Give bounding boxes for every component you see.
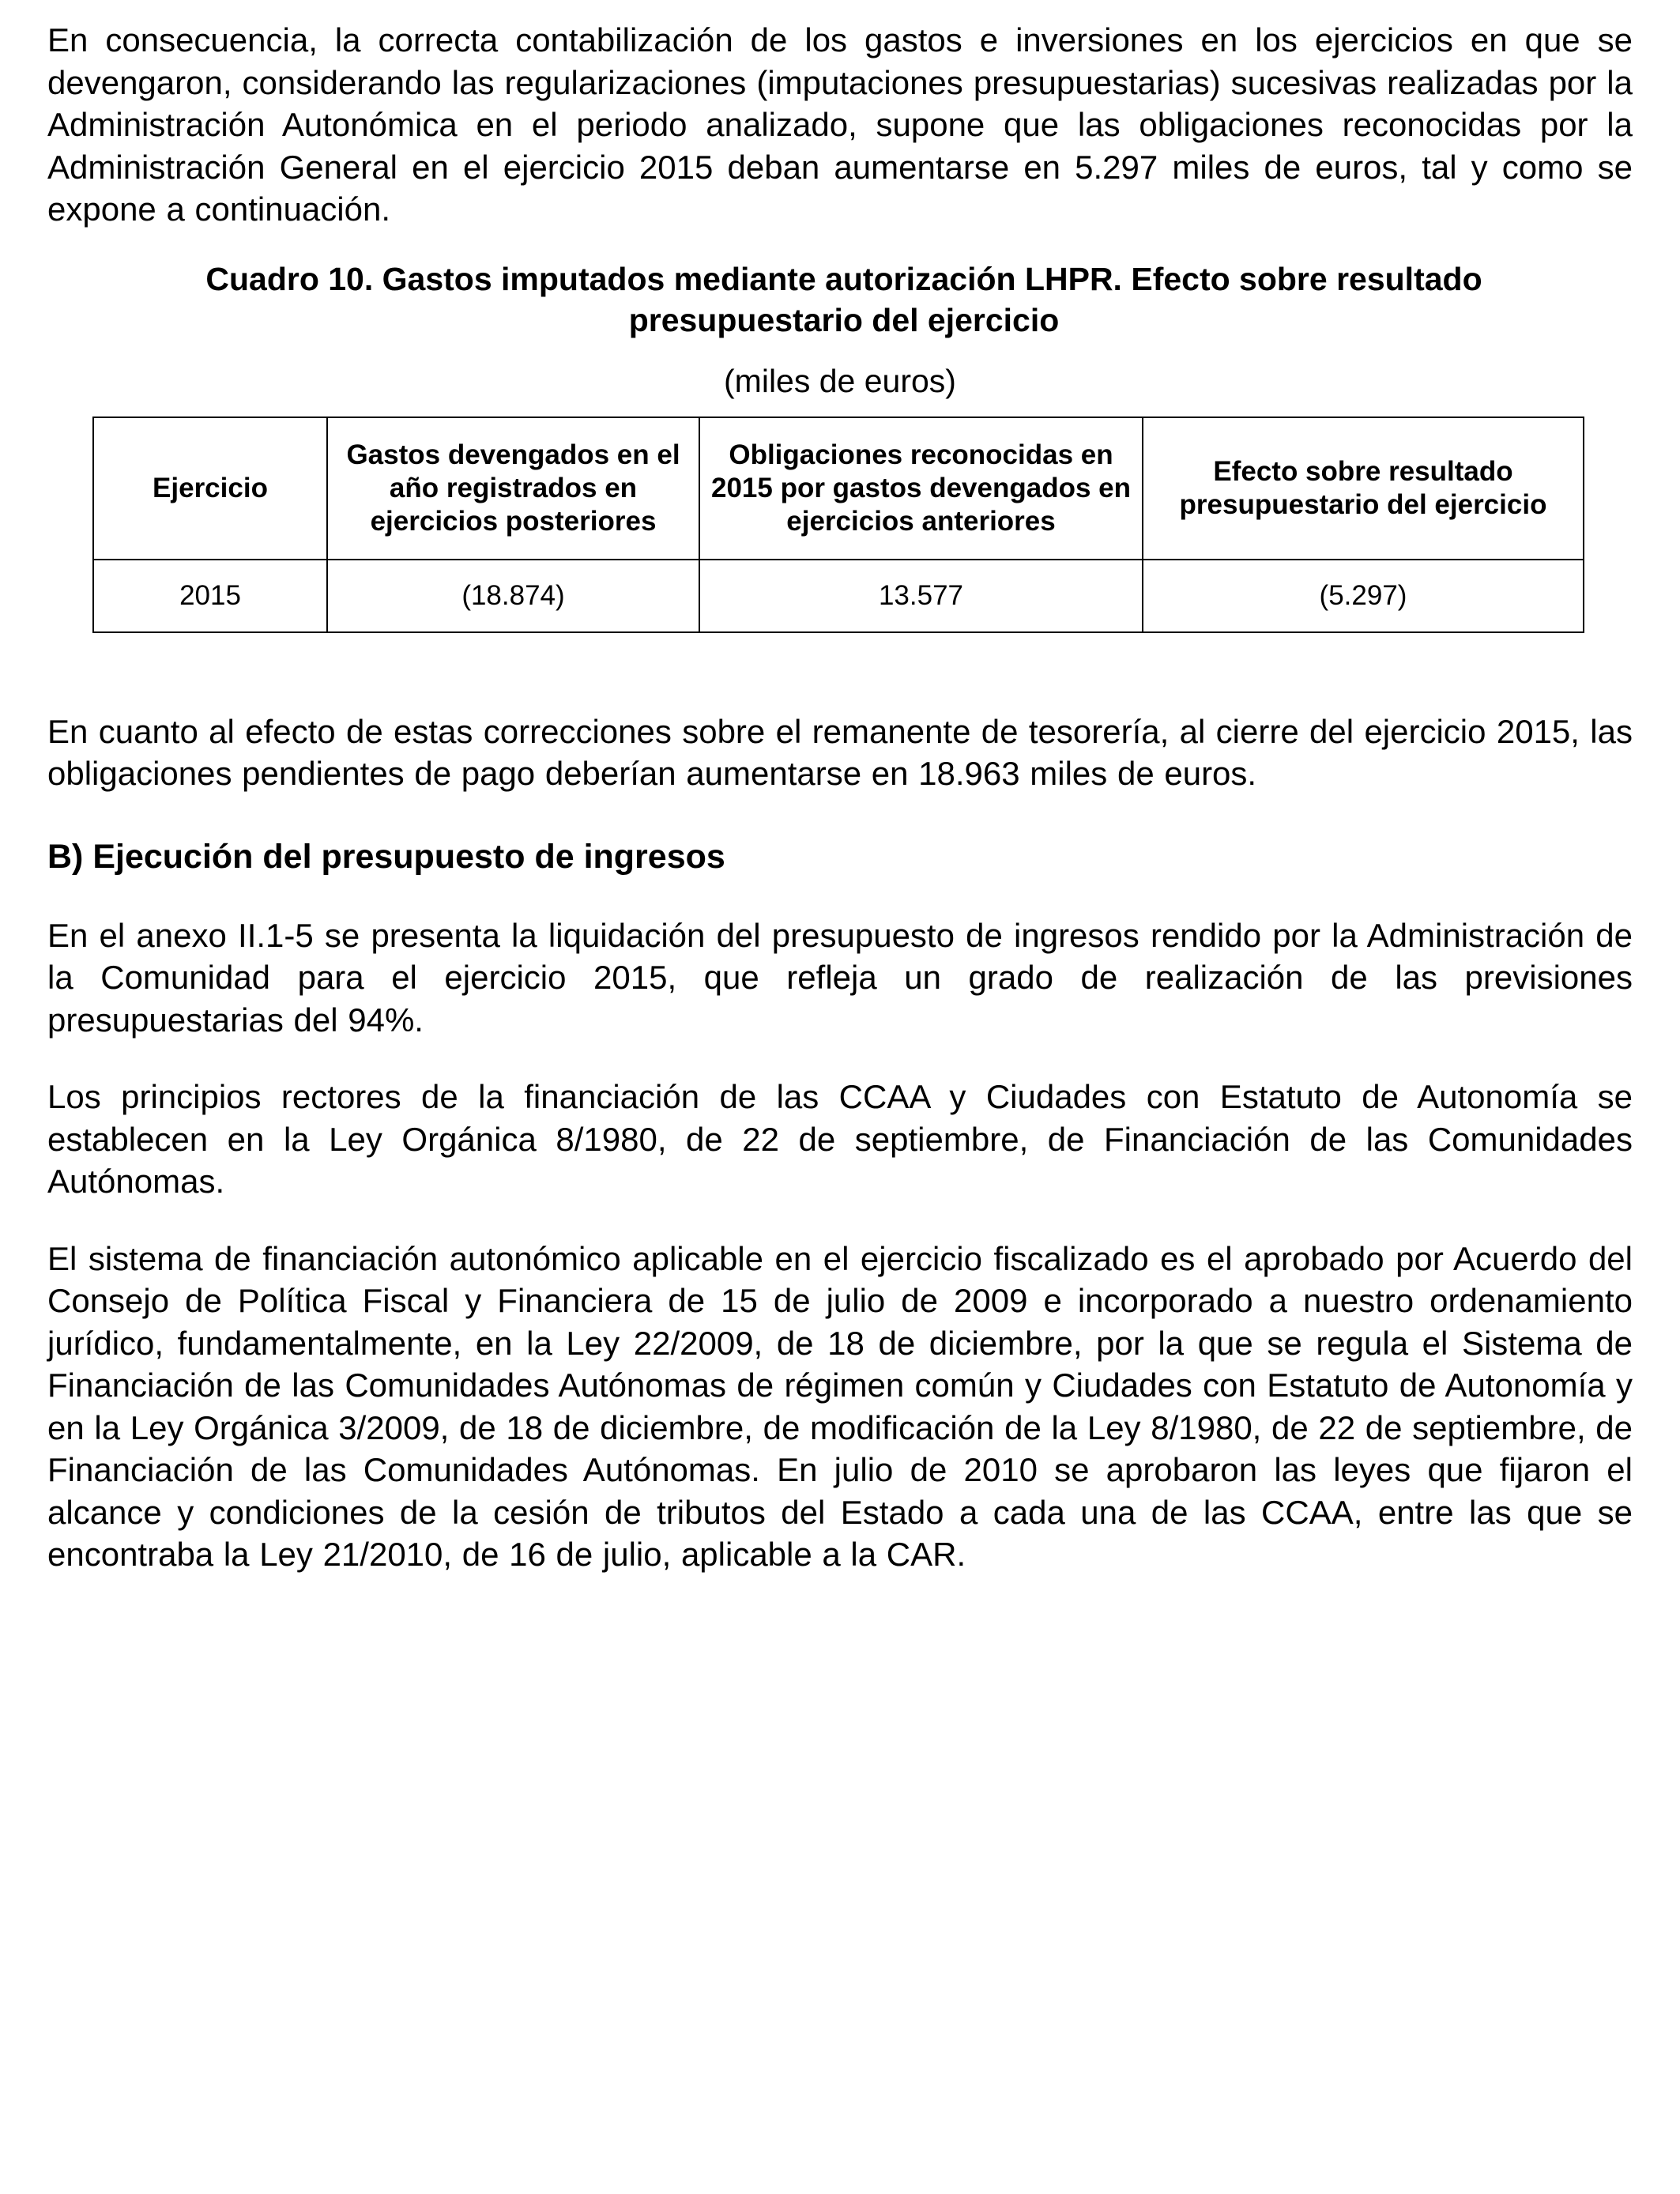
table-row [93,560,1584,632]
document-page [47,19,1633,1576]
table-caption-line-1: Cuadro 10. Gastos imputados mediante autorización LHPR. Efecto sobre resultado [205,260,1482,297]
section-heading: B) Ejecución del presupuesto de ingresos [47,837,725,876]
table-cell-efecto-resultado: (5.297) [1143,560,1584,632]
table-cell-gastos-devengados: (18.874) [327,560,699,632]
column-header-ejercicio: Ejercicio [93,417,327,560]
column-header-gastos-devengados: Gastos devengados en el año registrados en ejercicios posteriores [327,417,699,560]
paragraph-intro: En consecuencia, la correcta contabilización de los gastos e inversiones en los ejercicios en que se devengaron, considerando las regularizaciones (imputaciones presupuestarias) sucesivas realizadas por la Administración Autonómica en el periodo analizado, supone que las obligaciones reconocidas por la Administración General en el ejercicio 2015 deban aumentarse en 5.297 miles de euros, tal y como se expone a continuación. [47,21,1633,228]
column-header-efecto-resultado: Efecto sobre resultado presupuestario del ejercicio [1143,417,1584,560]
table-caption-line-2: presupuestario del ejercicio [628,301,1060,338]
column-header-obligaciones-reconocidas: Obligaciones reconocidas en 2015 por gastos devengados en ejercicios anteriores [699,417,1143,560]
paragraph-principios: Los principios rectores de la financiación de las CCAA y Ciudades con Estatuto de Autonomía se establecen en la Ley Orgánica 8/1980, de 22 de septiembre, de Financiación de las Comunidades Autónomas. [47,1078,1633,1200]
paragraph-anexo: En el anexo II.1-5 se presenta la liquidación del presupuesto de ingresos rendido por la Administración de la Comunidad para el ejercicio 2015, que refleja un grado de realización de las previsiones presupuestarias del 94%. [47,916,1633,1039]
table-cell-ejercicio: 2015 [93,560,327,632]
data-table [92,417,1584,633]
table-cell-obligaciones-reconocidas: 13.577 [699,560,1143,632]
paragraph-sistema-financiacion: El sistema de financiación autonómico aplicable en el ejercicio fiscalizado es el aprobado por Acuerdo del Consejo de Política Fiscal y Financiera de 15 de julio de 2009 e incorporado a nuestro ordenamiento jurídico, fundamentalmente, en la Ley 22/2009, de 18 de diciembre, por la que se regula el Sistema de Financiación de las Comunidades Autónomas de régimen común y Ciudades con Estatuto de Autonomía y en la Ley Orgánica 3/2009, de 18 de diciembre, de modificación de la Ley 8/1980, de 22 de septiembre, de Financiación de las Comunidades Autónomas. En julio de 2010 se aprobaron las leyes que fijaron el alcance y condiciones de la cesión de tributos del Estado a cada una de las CCAA, entre las que se encontraba la Ley 21/2010, de 16 de julio, aplicable a la CAR. [47,1239,1633,1573]
table-caption [47,258,1633,341]
table-units: (miles de euros) [724,362,956,399]
paragraph-remanente: En cuanto al efecto de estas correcciones sobre el remanente de tesorería, al cierre del ejercicio 2015, las obligaciones pendientes de pago deberían aumentarse en 18.963 miles de euros. [47,712,1633,792]
table-header-row [93,417,1584,560]
